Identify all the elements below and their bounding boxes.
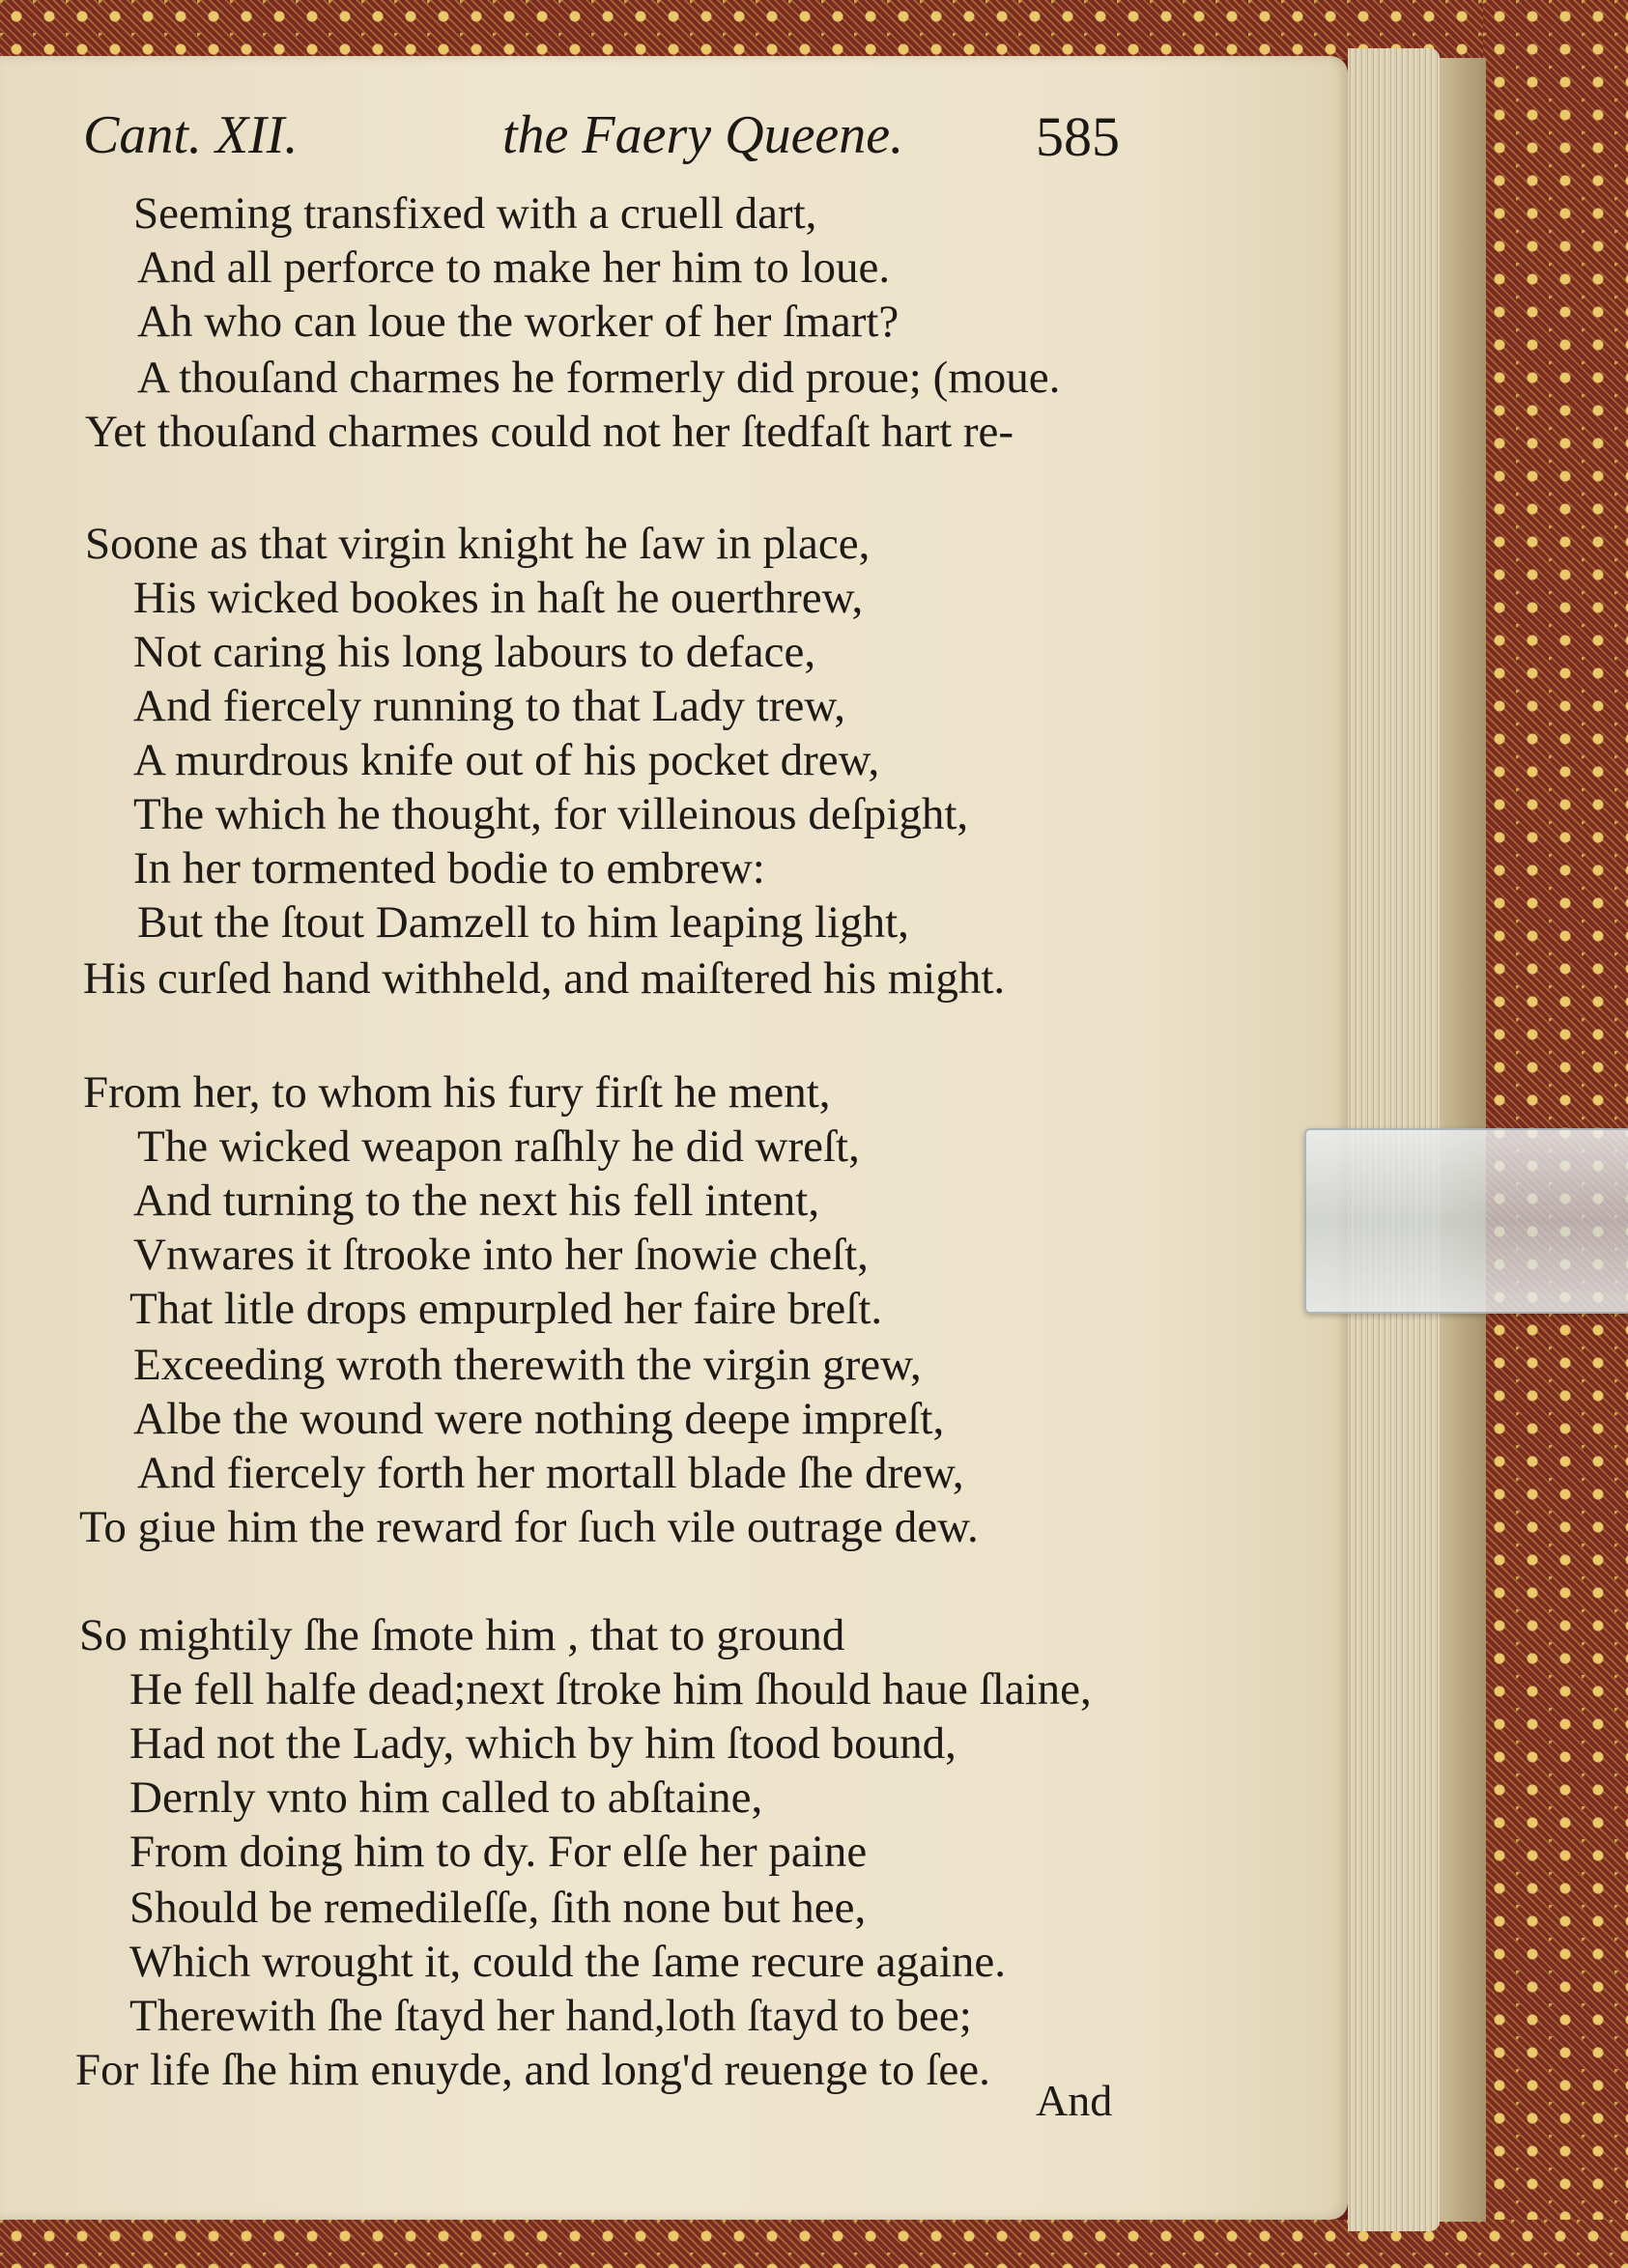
verse-line: Dernly vnto him called to abſtaine, <box>129 1772 763 1823</box>
verse-line: Had not the Lady, which by him ſtood bound, <box>129 1718 957 1769</box>
verse-line: The which he thought, for villeinous deſpight, <box>133 789 969 839</box>
verse-line: For life ſhe him enuyde, and long'd reuenge to ſee. <box>75 2045 990 2095</box>
verse-line: A murdrous knife out of his pocket drew, <box>133 735 880 785</box>
verse-line: Therewith ſhe ſtayd her hand,loth ſtayd to bee; <box>129 1991 972 2041</box>
verse-line: Exceeding wroth therewith the virgin grew, <box>133 1340 922 1390</box>
verse-line: And fiercely running to that Lady trew, <box>133 681 845 731</box>
verse-line: Seeming transfixed with a cruell dart, <box>133 188 817 239</box>
verse-line: From her, to whom his fury firſt he ment, <box>83 1067 831 1118</box>
verse-line: A thouſand charmes he formerly did proue; (moue. <box>137 353 1061 403</box>
verse-line: And fiercely forth her mortall blade ſhe drew, <box>137 1448 964 1498</box>
verse-line: And turning to the next his fell intent, <box>133 1176 820 1226</box>
verse-line: And all perforce to make her him to loue. <box>137 242 891 293</box>
verse-line: Which wrought it, could the ſame recure againe. <box>129 1937 1006 1987</box>
verse-line: Soone as that virgin knight he ſaw in place, <box>85 519 871 569</box>
verse-line: Yet thouſand charmes could not her ſtedfaſt hart re- <box>85 407 1014 457</box>
verse-line: That litle drops empurpled her faire breſt. <box>129 1284 883 1334</box>
verse-line: In her tormented bodie to embrew: <box>133 843 765 893</box>
verse-line: The wicked weapon raſhly he did wreſt, <box>137 1121 860 1172</box>
verse-line: From doing him to dy. For elſe her paine <box>129 1827 868 1877</box>
running-head-canto: Cant. XII. <box>83 105 299 165</box>
running-head-title: the Faery Queene. <box>502 105 904 165</box>
verse-line: He fell halfe dead;next ſtroke him ſhould haue ſlaine, <box>129 1664 1092 1715</box>
verse-line: So mightily ſhe ſmote him , that to ground <box>79 1610 845 1660</box>
verse-line: His curſed hand withheld, and maiſtered his might. <box>83 953 1006 1004</box>
verse-line: Albe the wound were nothing deepe impreſt, <box>133 1394 945 1444</box>
page-number: 585 <box>1036 105 1120 168</box>
verse-line: Vnwares it ſtrooke into her ſnowie cheſt, <box>133 1230 869 1280</box>
verse-line: But the ſtout Damzell to him leaping light, <box>137 897 909 948</box>
verse-line: Should be remedileſſe, ſith none but hee, <box>129 1883 867 1933</box>
verse-line: Ah who can loue the worker of her ſmart? <box>137 297 900 347</box>
page-clip <box>1304 1128 1628 1314</box>
verse-line: To giue him the reward for ſuch vile outrage dew. <box>79 1502 979 1552</box>
catchword: And <box>1036 2076 1113 2125</box>
verse-line: His wicked bookes in haſt he ouerthrew, <box>133 573 864 623</box>
verse-line: Not caring his long labours to deface, <box>133 627 816 677</box>
